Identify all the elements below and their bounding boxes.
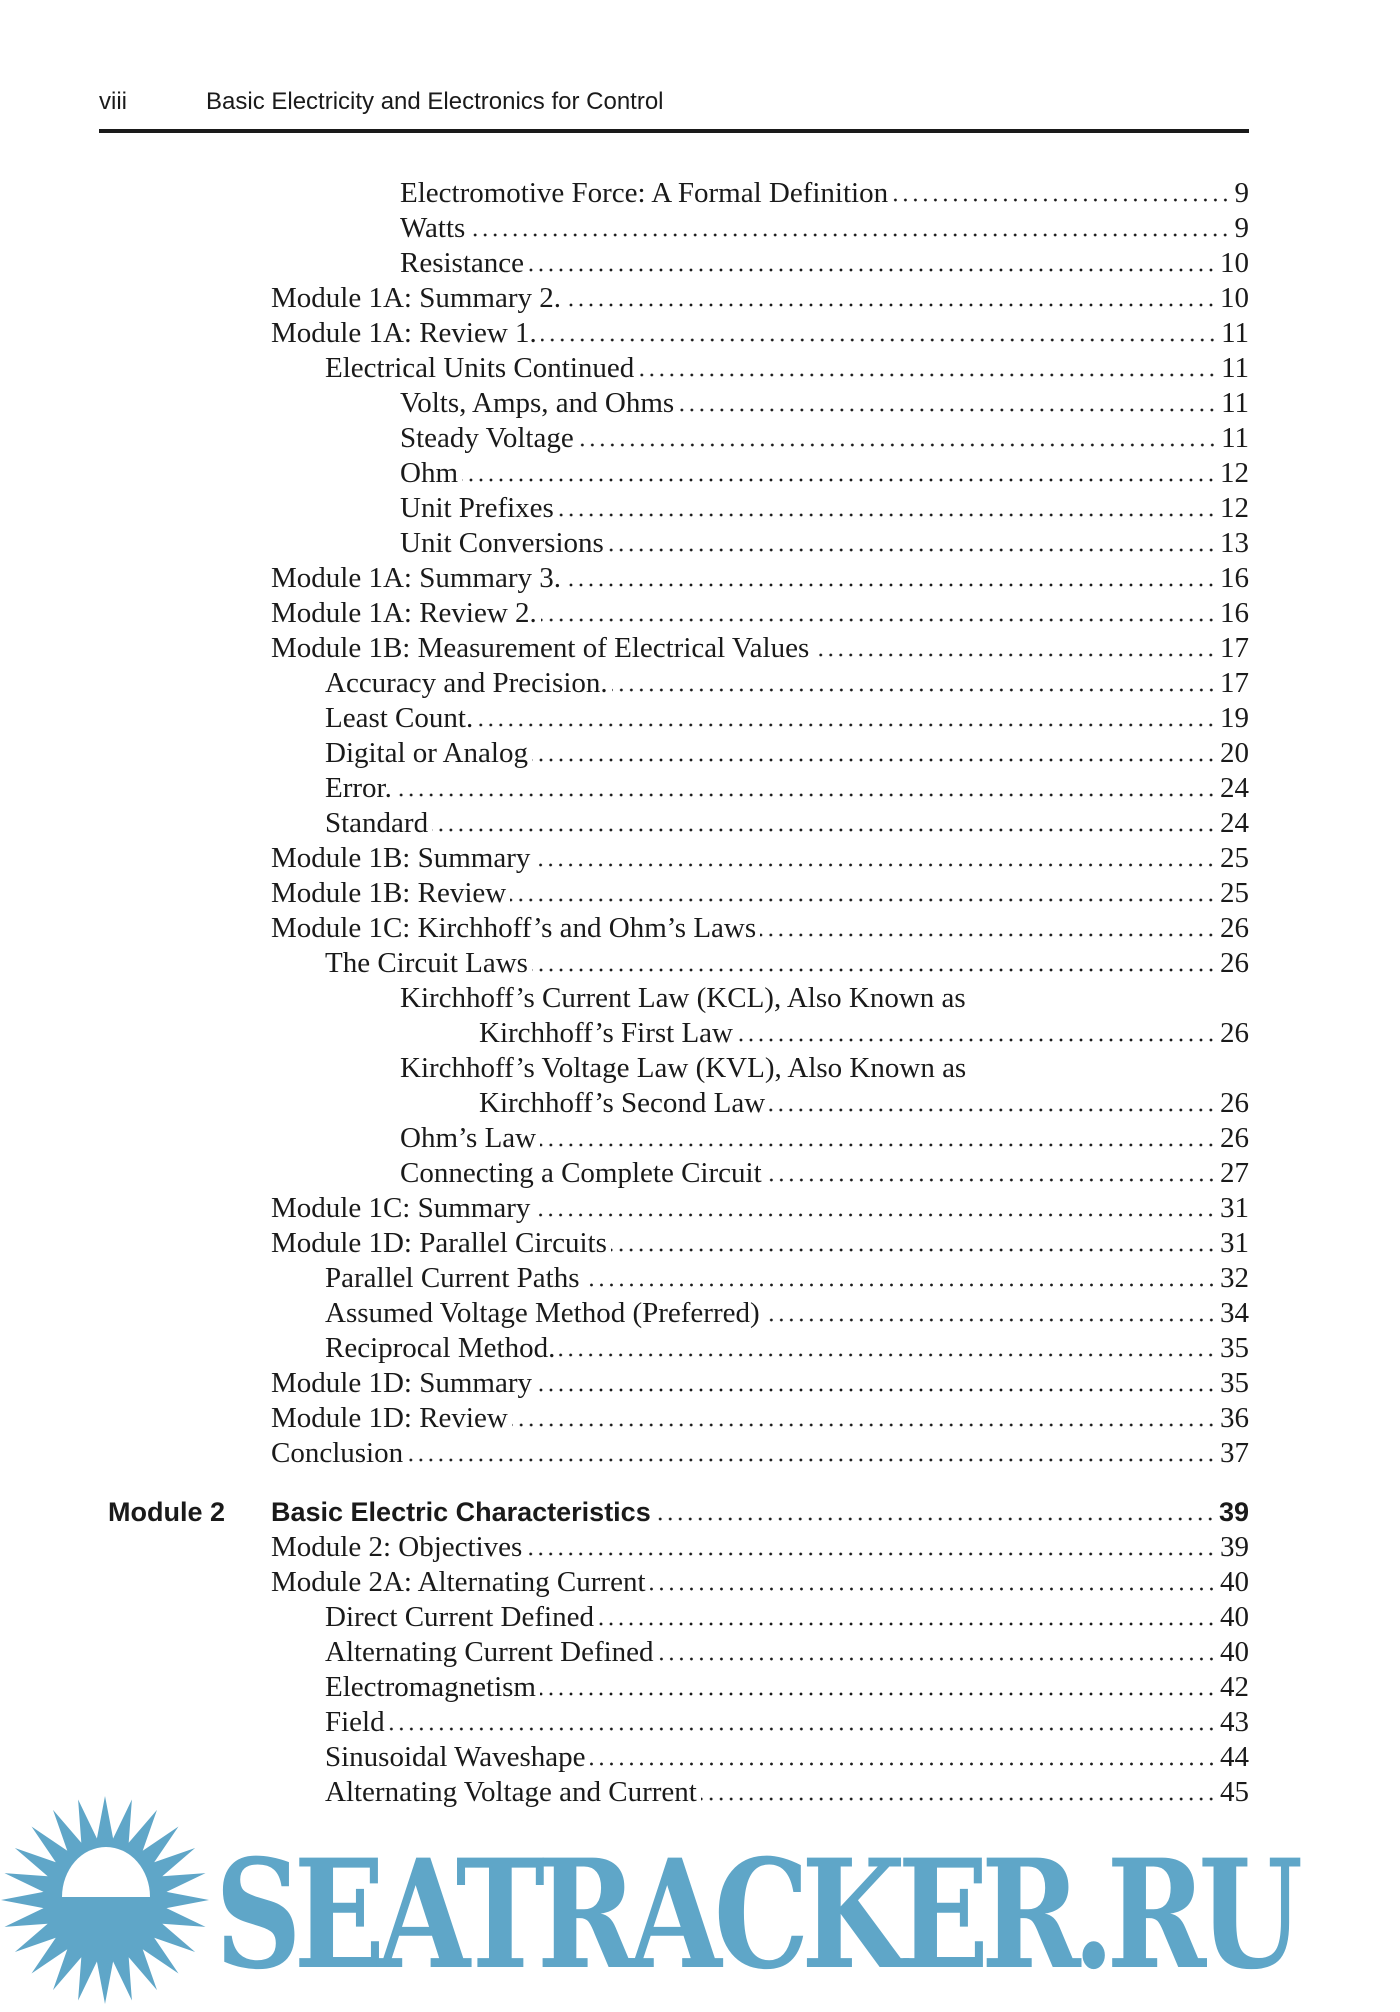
- toc-entry[interactable]: [0, 911, 1400, 946]
- toc-entry[interactable]: [0, 771, 1400, 806]
- toc-page-number: 27: [1220, 1157, 1249, 1189]
- dot-leader: [612, 688, 1216, 692]
- toc-entry-label: Steady Voltage: [400, 422, 574, 454]
- dot-leader: [512, 1423, 1216, 1427]
- dot-leader: [469, 233, 1230, 237]
- toc-entry-label: Module 1A: Review 2.: [271, 597, 537, 629]
- toc-entry[interactable]: [0, 1156, 1400, 1191]
- toc-page-number: 25: [1220, 842, 1249, 874]
- toc-entry-label: Unit Prefixes: [400, 492, 554, 524]
- dot-leader: [678, 408, 1217, 412]
- toc-page-number: 12: [1220, 492, 1249, 524]
- toc-entry-label: Kirchhoff’s Second Law: [479, 1087, 766, 1119]
- toc-entry[interactable]: [0, 1705, 1400, 1740]
- toc-entry[interactable]: [0, 1600, 1400, 1635]
- toc-entry-label: Alternating Voltage and Current: [325, 1776, 697, 1808]
- toc-entry[interactable]: [0, 211, 1400, 246]
- toc-entry[interactable]: [0, 1635, 1400, 1670]
- dot-leader: [737, 1038, 1216, 1042]
- toc-page-number: 45: [1220, 1776, 1249, 1808]
- toc-page-number: 10: [1220, 247, 1249, 279]
- toc-entry-label: Electromagnetism: [325, 1671, 536, 1703]
- toc-entry[interactable]: [0, 876, 1400, 911]
- toc-page-number: 40: [1220, 1636, 1249, 1668]
- toc-page-number: 26: [1220, 1017, 1249, 1049]
- toc-page-number: 19: [1220, 702, 1249, 734]
- dot-leader: [650, 1587, 1216, 1591]
- toc-entry-label: Unit Conversions: [400, 527, 604, 559]
- toc-entry-label: Module 1A: Summary 2.: [271, 282, 561, 314]
- toc-page-number: 20: [1220, 737, 1249, 769]
- toc-page-number: 11: [1221, 317, 1249, 349]
- dot-leader: [528, 268, 1216, 272]
- toc-entry[interactable]: [0, 1436, 1400, 1471]
- toc-entry-label: Standard: [325, 807, 429, 839]
- dot-leader: [655, 1517, 1215, 1521]
- toc-entry-label: Volts, Amps, and Ohms: [400, 387, 675, 419]
- dot-leader: [462, 478, 1216, 482]
- dot-leader: [534, 1213, 1216, 1217]
- toc-entry-label: Module 1D: Parallel Circuits: [271, 1227, 607, 1259]
- toc-entry-label: Module 1B: Summary: [271, 842, 531, 874]
- toc-entry[interactable]: [0, 806, 1400, 841]
- toc-entry-label: Kirchhoff’s Voltage Law (KVL), Also Known as: [400, 1052, 967, 1084]
- toc-entry[interactable]: [0, 841, 1400, 876]
- toc-entry-label: Error.: [325, 772, 392, 804]
- toc-page-number: 40: [1220, 1601, 1249, 1633]
- toc-entry[interactable]: [0, 1296, 1400, 1331]
- table-of-contents: [0, 176, 1400, 1810]
- toc-page-number: 11: [1221, 422, 1249, 454]
- toc-page-number: 16: [1220, 597, 1249, 629]
- dot-leader: [813, 653, 1216, 657]
- dot-leader: [558, 513, 1216, 517]
- dot-leader: [608, 548, 1216, 552]
- toc-entry[interactable]: [0, 596, 1400, 631]
- toc-entry-label: Field: [325, 1706, 385, 1738]
- toc-page-number: 13: [1220, 527, 1249, 559]
- toc-entry-label: Reciprocal Method.: [325, 1332, 556, 1364]
- toc-page-number: 36: [1220, 1402, 1249, 1434]
- toc-entry-label: Assumed Voltage Method (Preferred): [325, 1297, 760, 1329]
- toc-entry[interactable]: [0, 526, 1400, 561]
- dot-leader: [432, 828, 1216, 832]
- toc-page-number: 35: [1220, 1332, 1249, 1364]
- toc-entry-label: Ohm’s Law: [400, 1122, 537, 1154]
- toc-entry[interactable]: [0, 1331, 1400, 1366]
- sun-logo-icon: [0, 1792, 210, 2012]
- toc-page-number: 40: [1220, 1566, 1249, 1598]
- header-rule: [99, 129, 1249, 133]
- dot-leader: [760, 933, 1216, 937]
- toc-page-number: 32: [1220, 1262, 1249, 1294]
- toc-entry-label: Kirchhoff’s First Law: [479, 1017, 733, 1049]
- toc-entry[interactable]: [0, 1191, 1400, 1226]
- dot-leader: [565, 303, 1216, 307]
- toc-entry[interactable]: [0, 1121, 1400, 1156]
- book-title: Basic Electricity and Electronics for Control: [206, 88, 664, 115]
- toc-page-number: 44: [1220, 1741, 1249, 1773]
- toc-entry-label: Parallel Current Paths: [325, 1262, 580, 1294]
- toc-page-number: 37: [1220, 1437, 1249, 1469]
- toc-entry[interactable]: [0, 981, 1400, 1016]
- toc-entry-label: Module 1C: Kirchhoff’s and Ohm’s Laws: [271, 912, 757, 944]
- toc-entry[interactable]: [0, 946, 1400, 981]
- dot-leader: [590, 1762, 1216, 1766]
- toc-page-number: 11: [1221, 352, 1249, 384]
- dot-leader: [611, 1248, 1216, 1252]
- dot-leader: [532, 968, 1216, 972]
- dot-leader: [534, 863, 1216, 867]
- dot-leader: [541, 618, 1216, 622]
- dot-leader: [389, 1727, 1216, 1731]
- toc-page-number: 34: [1220, 1297, 1249, 1329]
- dot-leader: [764, 1318, 1216, 1322]
- toc-page-number: 26: [1220, 947, 1249, 979]
- dot-leader: [565, 583, 1216, 587]
- dot-leader: [396, 793, 1216, 797]
- toc-entry-label: Module 1B: Measurement of Electrical Values: [271, 632, 810, 664]
- toc-page-number: 26: [1220, 1122, 1249, 1154]
- toc-page-number: 43: [1220, 1706, 1249, 1738]
- toc-entry-label: Module 2: Objectives: [271, 1531, 523, 1563]
- dot-leader: [532, 758, 1216, 762]
- toc-entry[interactable]: [0, 386, 1400, 421]
- watermark: SEATRACKER.RU: [215, 1827, 1295, 2003]
- toc-entry-label: Module 1D: Review: [271, 1402, 508, 1434]
- toc-entry[interactable]: [0, 631, 1400, 666]
- toc-entry-label: Module 2A: Alternating Current: [271, 1566, 646, 1598]
- dot-leader: [701, 1797, 1216, 1801]
- dot-leader: [541, 338, 1217, 342]
- dot-leader: [540, 1692, 1216, 1696]
- toc-page-number: 31: [1220, 1227, 1249, 1259]
- toc-entry[interactable]: [0, 1740, 1400, 1775]
- toc-entry-label: Electromotive Force: A Formal Definition: [400, 177, 889, 209]
- toc-entry-label: The Circuit Laws: [325, 947, 528, 979]
- toc-entry-label: Least Count.: [325, 702, 474, 734]
- dot-leader: [598, 1622, 1216, 1626]
- toc-page-number: 9: [1234, 177, 1249, 209]
- toc-entry-label: Alternating Current Defined: [325, 1636, 654, 1668]
- toc-entry-label: Ohm: [400, 457, 458, 489]
- toc-entry-label: Electrical Units Continued: [325, 352, 635, 384]
- dot-leader: [540, 1143, 1216, 1147]
- toc-entry-label: Kirchhoff’s Current Law (KCL), Also Known as: [400, 982, 966, 1014]
- page-number: viii: [99, 88, 127, 115]
- toc-entry-label: Conclusion: [271, 1437, 404, 1469]
- toc-page-number: 39: [1218, 1497, 1249, 1527]
- toc-entry-label: Connecting a Complete Circuit: [400, 1157, 762, 1189]
- toc-page-number: 31: [1220, 1192, 1249, 1224]
- toc-module-heading[interactable]: [0, 1495, 1400, 1530]
- toc-entry[interactable]: [0, 1565, 1400, 1600]
- toc-page-number: 39: [1220, 1531, 1249, 1563]
- toc-entry[interactable]: [0, 1226, 1400, 1261]
- toc-entry[interactable]: [0, 736, 1400, 771]
- toc-entry[interactable]: [0, 701, 1400, 736]
- toc-entry[interactable]: [0, 491, 1400, 526]
- toc-page-number: 9: [1234, 212, 1249, 244]
- toc-page-number: 16: [1220, 562, 1249, 594]
- toc-entry[interactable]: [0, 1775, 1400, 1810]
- toc-page-number: 17: [1220, 632, 1249, 664]
- toc-entry[interactable]: [0, 666, 1400, 701]
- toc-entry[interactable]: [0, 1051, 1400, 1086]
- toc-entry[interactable]: [0, 421, 1400, 456]
- toc-entry-label: Digital or Analog: [325, 737, 528, 769]
- module-label: Module 2: [108, 1497, 226, 1527]
- dot-leader: [892, 198, 1230, 202]
- toc-entry[interactable]: [0, 1086, 1400, 1121]
- toc-page-number: 26: [1220, 1087, 1249, 1119]
- dot-leader: [477, 723, 1216, 727]
- toc-page-number: 26: [1220, 912, 1249, 944]
- toc-entry[interactable]: [0, 561, 1400, 596]
- toc-page-number: 12: [1220, 457, 1249, 489]
- dot-leader: [407, 1458, 1216, 1462]
- toc-entry[interactable]: [0, 1670, 1400, 1705]
- dot-leader: [658, 1657, 1216, 1661]
- toc-page-number: 25: [1220, 877, 1249, 909]
- toc-entry[interactable]: [0, 316, 1400, 351]
- toc-entry[interactable]: [0, 246, 1400, 281]
- dot-leader: [510, 898, 1216, 902]
- toc-entry[interactable]: [0, 351, 1400, 386]
- dot-leader: [536, 1388, 1216, 1392]
- toc-page-number: 42: [1220, 1671, 1249, 1703]
- toc-page-number: 35: [1220, 1367, 1249, 1399]
- toc-entry-label: Resistance: [400, 247, 525, 279]
- toc-entry[interactable]: [0, 1530, 1400, 1565]
- dot-leader: [584, 1283, 1216, 1287]
- toc-entry-label: Sinusoidal Waveshape: [325, 1741, 586, 1773]
- toc-entry-label: Module 1D: Summary: [271, 1367, 532, 1399]
- dot-leader: [766, 1178, 1216, 1182]
- toc-entry[interactable]: [0, 1261, 1400, 1296]
- toc-entry[interactable]: [0, 281, 1400, 316]
- dot-leader: [578, 443, 1217, 447]
- dot-leader: [559, 1353, 1216, 1357]
- dot-leader: [769, 1108, 1216, 1112]
- toc-entry-label: Module 1A: Review 1.: [271, 317, 537, 349]
- toc-entry-label: Module 1A: Summary 3.: [271, 562, 561, 594]
- toc-page-number: 17: [1220, 667, 1249, 699]
- toc-page-number: 11: [1221, 387, 1249, 419]
- toc-entry[interactable]: [0, 1016, 1400, 1051]
- dot-leader: [638, 373, 1217, 377]
- toc-entry[interactable]: [0, 1366, 1400, 1401]
- toc-page-number: 24: [1220, 772, 1249, 804]
- toc-entry-label: Module 1B: Review: [271, 877, 507, 909]
- toc-page-number: 24: [1220, 807, 1249, 839]
- toc-page-number: 10: [1220, 282, 1249, 314]
- toc-entry-label: Basic Electric Characteristics: [271, 1497, 651, 1527]
- toc-entry[interactable]: [0, 176, 1400, 211]
- toc-entry-label: Watts: [400, 212, 466, 244]
- toc-entry-label: Direct Current Defined: [325, 1601, 594, 1633]
- toc-entry[interactable]: [0, 1401, 1400, 1436]
- toc-entry[interactable]: [0, 456, 1400, 491]
- toc-entry-label: Accuracy and Precision.: [325, 667, 608, 699]
- toc-entry-label: Module 1C: Summary: [271, 1192, 531, 1224]
- dot-leader: [526, 1552, 1216, 1556]
